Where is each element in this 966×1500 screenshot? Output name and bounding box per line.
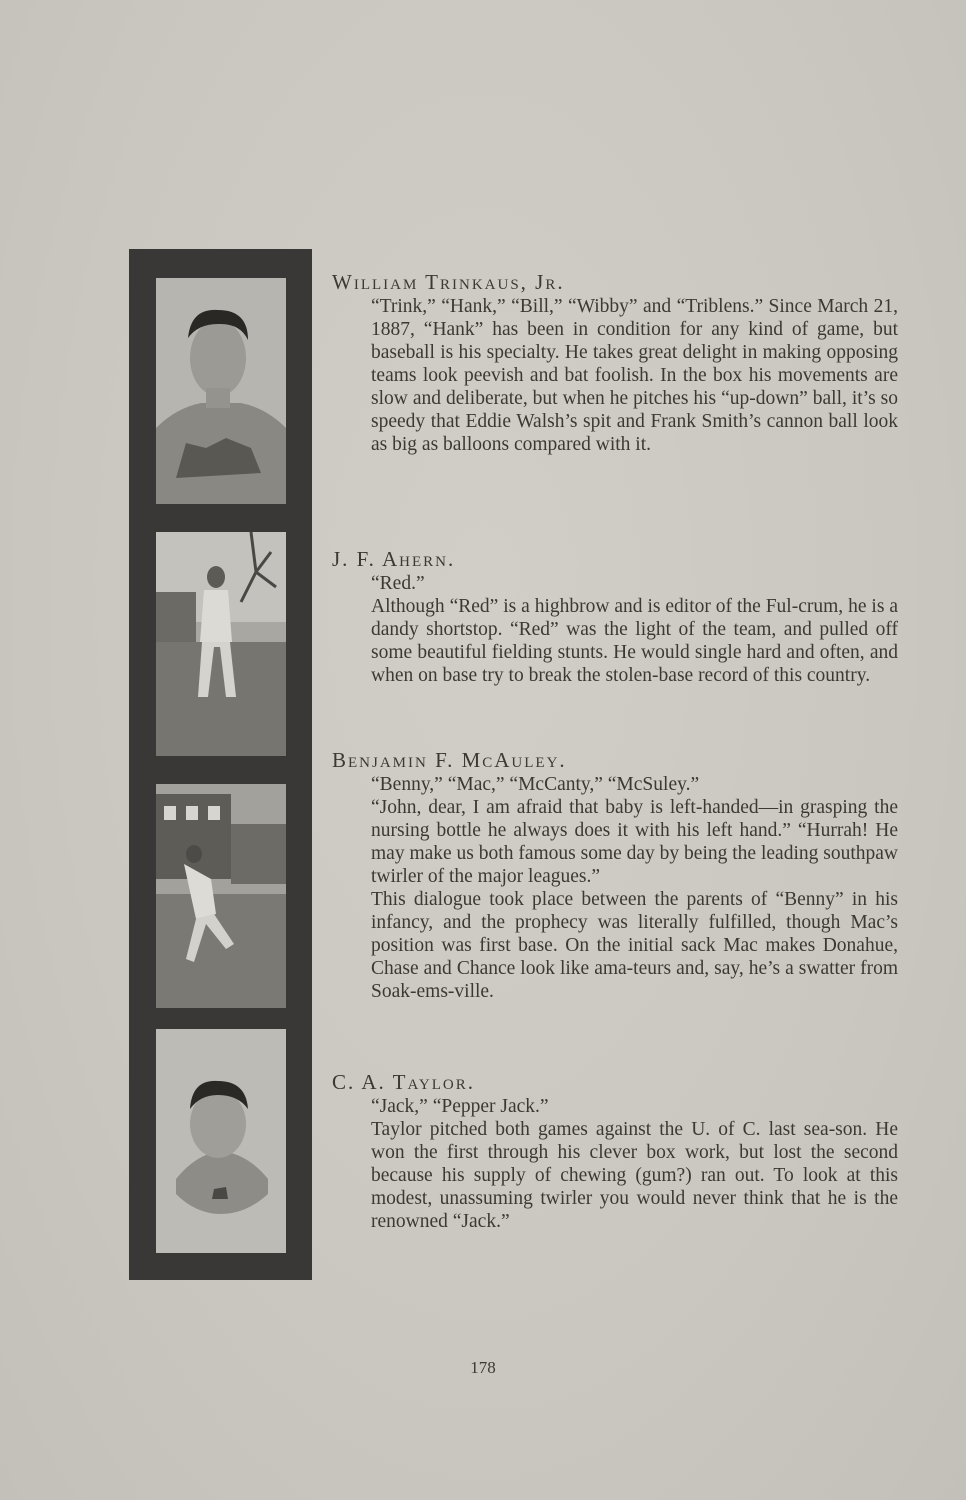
photo-strip [129,249,312,1280]
paragraph: “Trink,” “Hank,” “Bill,” “Wibby” and “Triblens.” Since March 21, 1887, “Hank” has been in condition for any kind of game, but baseball is his specialty. He takes great delight in making opposing teams look peevish and bat foolish. In the box his movements are slow and deliberate, but when he pitches his “up-down” ball, it’s so speedy that Eddie Walsh’s spit and Frank Smith’s cannon ball look as big as balloons compared with it. [371,296,898,455]
nicknames: “Red.” [371,573,425,594]
nicknames: “Benny,” “Mac,” “McCanty,” “McSuley.” [371,774,700,795]
paragraph: This dialogue took place between the parents of “Benny” in his infancy, and the prophecy was literally fulfilled, though Mac’s position was first base. On the initial sack Mac makes Donahue, Chase and Chance look like ama-teurs and, say, he’s a swatter from Soak-ems-ville. [371,889,898,1002]
player-name: William Trinkaus, Jr. [332,270,565,294]
player-description [371,773,898,1003]
player-entry-mcauley [332,749,898,1003]
action-photo-mcauley [156,784,286,1008]
action-photo-ahern [156,532,286,756]
player-description [371,572,898,687]
player-entry-taylor [332,1071,898,1233]
player-name: J. F. Ahern. [332,547,456,571]
page-number: 178 [470,1358,496,1377]
portrait-photo-taylor [156,1029,286,1253]
player-entry-ahern [332,548,898,687]
player-entry-trinkaus [332,271,898,456]
nicknames: “Jack,” “Pepper Jack.” [371,1096,549,1117]
player-name: Benjamin F. McAuley. [332,748,567,772]
paragraph: “John, dear, I am afraid that baby is left-handed—in grasping the nursing bottle he always does it with his left hand.” “Hurrah! He may make us both famous some day by being the leading southpaw twirler of the major leagues.” [371,797,898,887]
portrait-photo-trinkaus [156,278,286,504]
paragraph: Although “Red” is a highbrow and is editor of the Ful-crum, he is a dandy shortstop. “Red” was the light of the team, and pulled off some beautiful fielding stunts. He would single hard and often, and when on base try to break the stolen-base record of this country. [371,596,898,686]
player-description [371,295,898,456]
player-description [371,1095,898,1233]
player-name: C. A. Taylor. [332,1070,475,1094]
paragraph: Taylor pitched both games against the U. of C. last sea-son. He won the first through his clever box work, but lost the second because his supply of chewing (gum?) ran out. To look at this modest, unassuming twirler you would never think that he is the renowned “Jack.” [371,1119,898,1232]
